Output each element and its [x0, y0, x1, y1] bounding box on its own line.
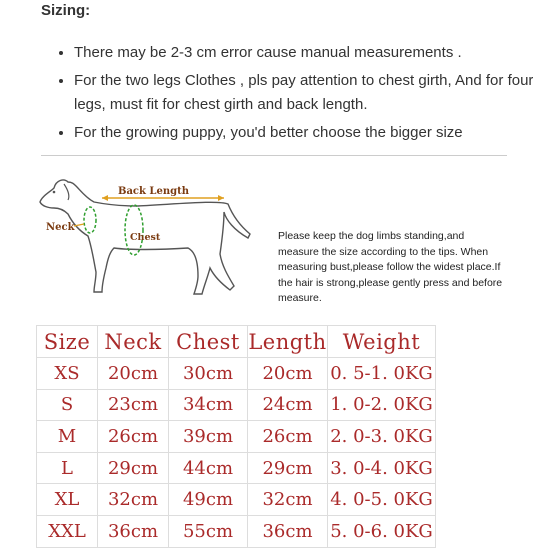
chest-cell: 49cm [169, 484, 248, 516]
column-header-length: Length [248, 326, 328, 358]
sizing-note: • For the two legs Clothes , pls pay attention to chest girth, And for four legs, must fit for chest girth and back length. [74, 69, 533, 117]
length-cell: 24cm [248, 389, 328, 421]
chest-cell: 30cm [169, 358, 248, 390]
chest-cell: 34cm [169, 389, 248, 421]
back-length-arrowhead-right [218, 195, 224, 201]
size-chart-table [36, 325, 436, 548]
dog-silhouette-image [38, 168, 278, 318]
sizing-heading: Sizing: [41, 2, 91, 19]
table-row [37, 484, 436, 516]
column-header-weight: Weight [328, 326, 436, 358]
neck-cell: 29cm [98, 452, 169, 484]
weight-cell: 0. 5-1. 0KG [328, 358, 436, 390]
size-cell: M [37, 421, 98, 453]
back-length-label: Back Length [118, 186, 189, 197]
size-cell: S [37, 389, 98, 421]
chest-label: Chest [130, 232, 161, 243]
neck-cell: 26cm [98, 421, 169, 453]
weight-cell: 3. 0-4. 0KG [328, 452, 436, 484]
weight-cell: 4. 0-5. 0KG [328, 484, 436, 516]
neck-cell: 36cm [98, 515, 169, 547]
column-header-size: Size [37, 326, 98, 358]
size-cell: XXL [37, 515, 98, 547]
length-cell: 29cm [248, 452, 328, 484]
dog-eye [53, 191, 56, 194]
chest-cell: 55cm [169, 515, 248, 547]
size-cell: XS [37, 358, 98, 390]
size-cell: L [37, 452, 98, 484]
table-row [37, 515, 436, 547]
weight-cell: 1. 0-2. 0KG [328, 389, 436, 421]
size-cell: XL [37, 484, 98, 516]
neck-cell: 32cm [98, 484, 169, 516]
length-cell: 26cm [248, 421, 328, 453]
table-row [37, 358, 436, 390]
back-length-arrowhead-left [102, 195, 108, 201]
sizing-note: • There may be 2-3 cm error cause manual measurements . [74, 41, 533, 65]
column-header-chest: Chest [169, 326, 248, 358]
table-row [37, 452, 436, 484]
neck-cell: 20cm [98, 358, 169, 390]
chest-cell: 39cm [169, 421, 248, 453]
size-table-header-row [37, 326, 436, 358]
length-cell: 20cm [248, 358, 328, 390]
column-header-neck: Neck [98, 326, 169, 358]
length-cell: 36cm [248, 515, 328, 547]
weight-cell: 2. 0-3. 0KG [328, 421, 436, 453]
sizing-note: • For the growing puppy, you'd better choose the bigger size [74, 121, 533, 145]
length-cell: 32cm [248, 484, 328, 516]
chest-cell: 44cm [169, 452, 248, 484]
weight-cell: 5. 0-6. 0KG [328, 515, 436, 547]
table-row [37, 389, 436, 421]
neck-label: Neck [46, 222, 75, 233]
table-row [37, 421, 436, 453]
sizing-notes-list [58, 41, 533, 149]
section-divider [41, 155, 507, 156]
neck-cell: 23cm [98, 389, 169, 421]
measurement-tips: Please keep the dog limbs standing,and measure the size according to the tips. When measuring bust,please follow the widest place.If the hair is strong,please gently press and before measure. [278, 230, 503, 304]
